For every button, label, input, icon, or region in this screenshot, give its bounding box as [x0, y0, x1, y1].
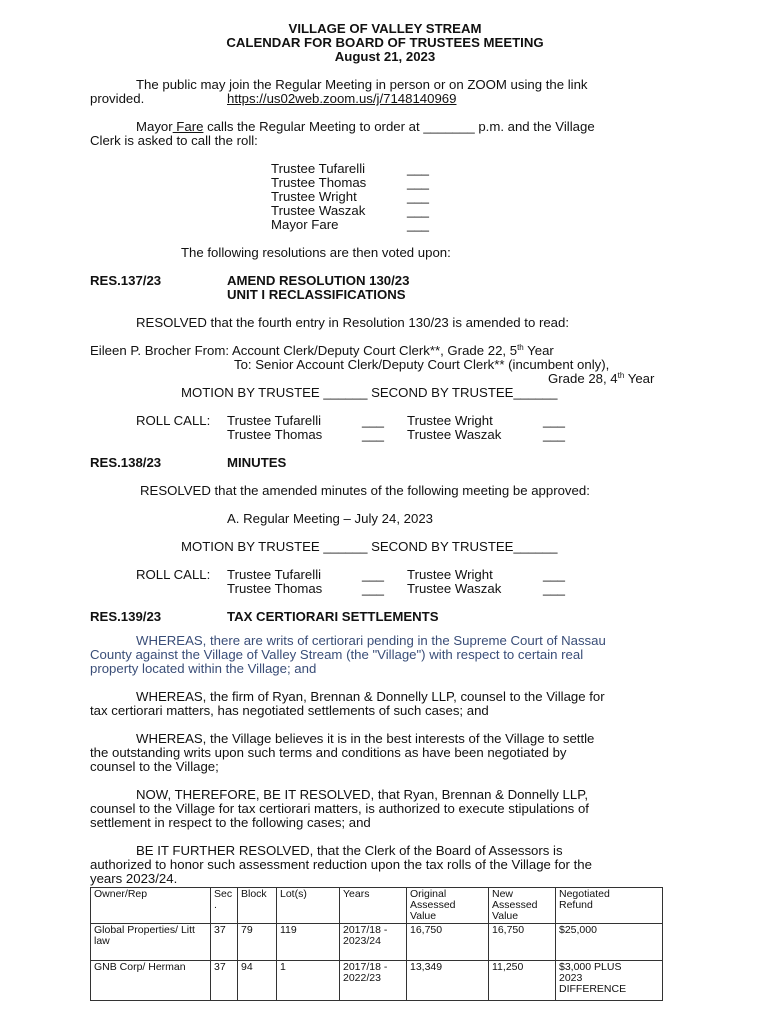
res139-whereas3: WHEREAS, the Village believes it is in the best interests of the Village to settle	[136, 731, 595, 746]
rollcall-trustee: Trustee Tufarelli	[227, 567, 322, 582]
res139-whereas1: WHEREAS, there are writs of certiorari pending in the Supreme Court of Nassau	[136, 633, 606, 648]
header-village: VILLAGE OF VALLEY STREAM	[288, 21, 482, 36]
res137-grade: Grade 28, 4th Year	[548, 371, 655, 386]
roll-blank: ___	[407, 203, 430, 218]
table-cell: 1	[277, 961, 340, 1001]
rollcall-trustee: Trustee Waszak	[407, 581, 502, 596]
rollcall-trustee: Trustee Wright	[407, 413, 493, 428]
table-header-row	[91, 888, 663, 924]
res139-resolved: counsel to the Village for tax certiorari matters, is authorized to execute stipulations of	[90, 801, 589, 816]
roll-blank: ___	[407, 161, 430, 176]
table-cell: 37	[211, 961, 238, 1001]
roll-blank: ___	[407, 217, 430, 232]
res139-whereas2: WHEREAS, the firm of Ryan, Brennan & Donnelly LLP, counsel to the Village for	[136, 689, 605, 704]
rollcall-trustee: Trustee Wright	[407, 567, 493, 582]
res139-further: years 2023/24.	[90, 871, 178, 886]
table-cell: 37	[211, 924, 238, 961]
roll-name: Trustee Wright	[271, 189, 357, 204]
rollcall-blank: ___	[362, 581, 385, 596]
header-cell: Sec .	[211, 888, 238, 924]
header-cell: New Assessed Value	[489, 888, 556, 924]
roll-name: Mayor Fare	[271, 217, 339, 232]
header-cell: Lot(s)	[277, 888, 340, 924]
header-cell: Owner/Rep	[91, 888, 211, 924]
mayor-name: Fare	[172, 119, 204, 134]
res139-number: RES.139/23	[90, 609, 162, 624]
rollcall-blank: ___	[543, 427, 566, 442]
res137-from: Eileen P. Brocher From: Account Clerk/Deputy Court Clerk**, Grade 22, 5th Year	[90, 343, 554, 358]
res139-title: TAX CERTIORARI SETTLEMENTS	[227, 609, 439, 624]
res138-title: MINUTES	[227, 455, 287, 470]
table-cell: $25,000	[556, 924, 663, 961]
header-cell: Negotiated Refund	[556, 888, 663, 924]
header-cell: Original Assessed Value	[407, 888, 489, 924]
roll-name: Trustee Tufarelli	[271, 161, 366, 176]
table-cell: 2017/18 - 2023/24	[340, 924, 407, 961]
intro-line1: The public may join the Regular Meeting in person or on ZOOM using the link	[136, 77, 588, 92]
header-cell: Years	[340, 888, 407, 924]
rollcall-blank: ___	[362, 413, 385, 428]
header-calendar: CALENDAR FOR BOARD OF TRUSTEES MEETING	[226, 35, 544, 50]
rollcall-trustee: Trustee Thomas	[227, 581, 323, 596]
table-cell: 79	[238, 924, 277, 961]
intro-line2: provided.	[90, 91, 145, 106]
table-cell: 11,250	[489, 961, 556, 1001]
call-to-order-line2: Clerk is asked to call the roll:	[90, 133, 258, 148]
res137-to: To: Senior Account Clerk/Deputy Court Clerk** (incumbent only),	[234, 357, 610, 372]
rollcall-trustee: Trustee Thomas	[227, 427, 323, 442]
res137-resolved: RESOLVED that the fourth entry in Resolution 130/23 is amended to read:	[136, 315, 569, 330]
call-to-order-rest: calls the Regular Meeting to order at _______ p.m. and the Village	[203, 119, 595, 134]
mayor-word: Mayor	[136, 119, 173, 134]
roll-blank: ___	[407, 175, 430, 190]
rollcall-blank: ___	[543, 567, 566, 582]
res137-title2: UNIT I RECLASSIFICATIONS	[227, 287, 406, 302]
table-cell: 94	[238, 961, 277, 1001]
roll-name: Trustee Waszak	[271, 203, 366, 218]
table-cell: Global Properties/ Litt law	[91, 924, 211, 961]
table-cell: 13,349	[407, 961, 489, 1001]
rollcall-trustee: Trustee Waszak	[407, 427, 502, 442]
table-row	[91, 961, 663, 1001]
call-to-order-line1	[136, 120, 595, 134]
res137-title1: AMEND RESOLUTION 130/23	[227, 273, 410, 288]
motion-line: MOTION BY TRUSTEE ______ SECOND BY TRUSTEE______	[181, 539, 558, 554]
res139-whereas1: property located within the Village; and	[90, 661, 317, 676]
roll-name: Trustee Thomas	[271, 175, 367, 190]
settlement-table	[90, 887, 663, 1001]
rollcall-blank: ___	[543, 413, 566, 428]
rollcall-blank: ___	[362, 427, 385, 442]
header-cell: Block	[238, 888, 277, 924]
rollcall-trustee: Trustee Tufarelli	[227, 413, 322, 428]
rollcall-label: ROLL CALL:	[136, 413, 211, 428]
res137-number: RES.137/23	[90, 273, 162, 288]
table-cell: 16,750	[489, 924, 556, 961]
res139-whereas1: County against the Village of Valley Stream (the "Village") with respect to certain real	[90, 647, 584, 662]
table-cell: $3,000 PLUS 2023 DIFFERENCE	[556, 961, 663, 1001]
res139-resolved: NOW, THEREFORE, BE IT RESOLVED, that Ryan, Brennan & Donnelly LLP,	[136, 787, 588, 802]
resolutions-intro: The following resolutions are then voted upon:	[181, 245, 451, 260]
res139-further: BE IT FURTHER RESOLVED, that the Clerk of the Board of Assessors is	[136, 843, 563, 858]
table-cell: 119	[277, 924, 340, 961]
rollcall-blank: ___	[362, 567, 385, 582]
table-cell: GNB Corp/ Herman	[91, 961, 211, 1001]
roll-blank: ___	[407, 189, 430, 204]
table-cell: 16,750	[407, 924, 489, 961]
rollcall-label: ROLL CALL:	[136, 567, 211, 582]
res139-resolved: settlement in respect to the following cases; and	[90, 815, 371, 830]
header-date: August 21, 2023	[334, 49, 436, 64]
res139-whereas3: the outstanding writs upon such terms and conditions as have been negotiated by	[90, 745, 567, 760]
res139-whereas2: tax certiorari matters, has negotiated settlements of such cases; and	[90, 703, 489, 718]
table-cell: 2017/18 - 2022/23	[340, 961, 407, 1001]
table-row	[91, 924, 663, 961]
res138-number: RES.138/23	[90, 455, 162, 470]
zoom-link[interactable]: https://us02web.zoom.us/j/7148140969	[227, 91, 457, 106]
res139-whereas3: counsel to the Village;	[90, 759, 219, 774]
rollcall-blank: ___	[543, 581, 566, 596]
res138-resolved: RESOLVED that the amended minutes of the following meeting be approved:	[140, 483, 590, 498]
res138-item: A. Regular Meeting – July 24, 2023	[227, 511, 433, 526]
motion-line: MOTION BY TRUSTEE ______ SECOND BY TRUSTEE______	[181, 385, 558, 400]
res139-further: authorized to honor such assessment reduction upon the tax rolls of the Village for the	[90, 857, 592, 872]
